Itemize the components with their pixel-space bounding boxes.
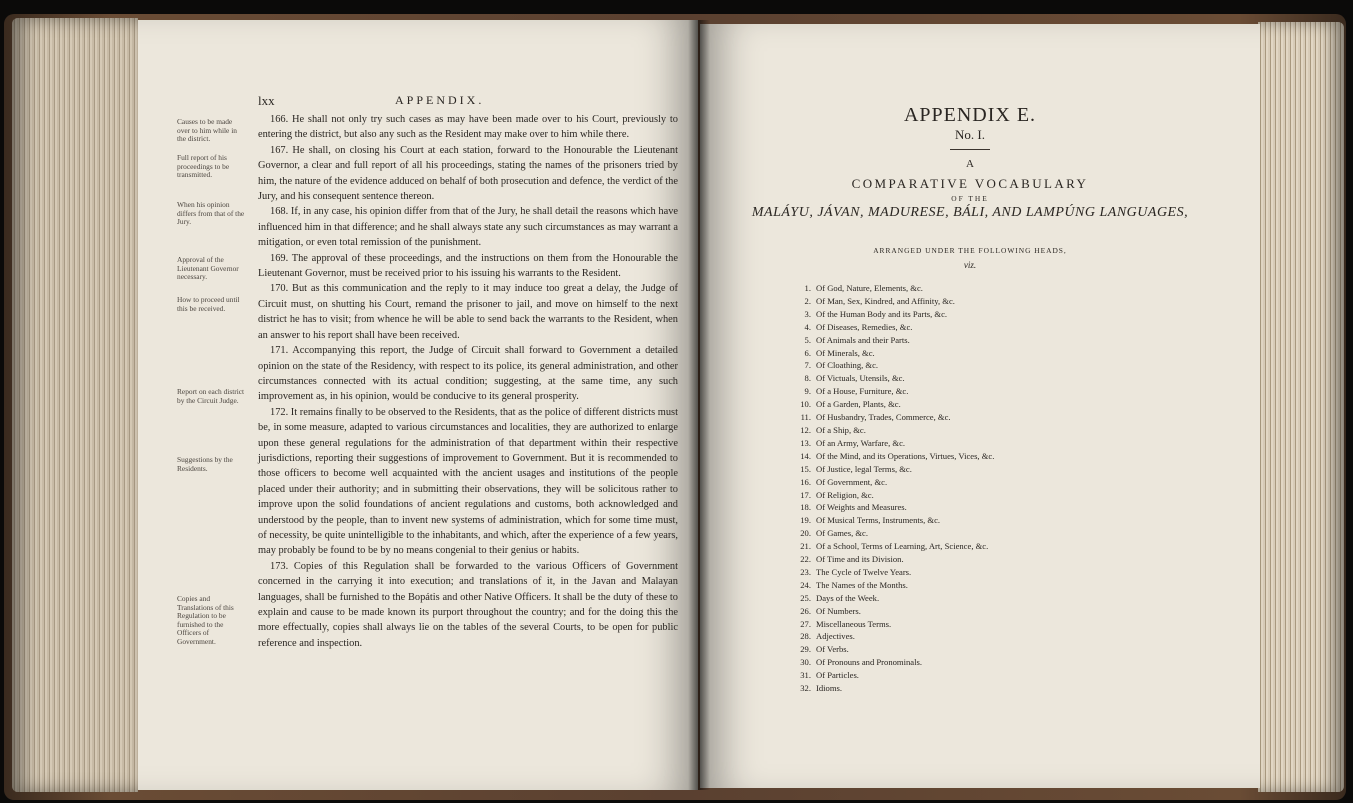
left-page-edges: [12, 18, 138, 792]
head-item: [786, 682, 1206, 695]
head-text: Of Particles.: [816, 670, 859, 681]
head-number: 18.: [800, 502, 811, 513]
head-number: 4.: [804, 321, 811, 332]
head-text: Of Justice, legal Terms, &c.: [816, 463, 912, 474]
head-item: [786, 514, 1206, 527]
head-text: Adjectives.: [816, 631, 855, 642]
head-text: Of Diseases, Remedies, &c.: [816, 321, 913, 332]
regulation-text: [258, 112, 678, 651]
running-head-title: APPENDIX.: [395, 93, 485, 107]
paragraph-172: 172. It remains finally to be observed to the Residents, that as the police of different districts must be, in some measure, adapted to various circumstances and localities, they are authorized to enlarge upon these general regulations for the administration of that department within their respective jurisdictions, reporting their suggestions of improvement to Government. But it is recommended to those officers to become well acquainted with the ancient usages and institutions of the people placed under their authority; and in submitting their observations, they will be solicitous rather to improve upon the solid foundations of ancient regulations and customs, both acknowledged and understood by the people, than to invent new systems of administration, which for some time must, of necessity, be quite unintelligible to the inhabitants, and which, after the experience of a few years, may probably be found to be by no means congenial to their genius or habits.: [258, 406, 678, 557]
head-text: Of Man, Sex, Kindred, and Affinity, &c.: [816, 295, 955, 306]
head-item: [786, 643, 1206, 656]
head-item: [786, 347, 1206, 360]
head-text: Of Weights and Measures.: [816, 502, 907, 513]
head-text: Of Time and its Division.: [816, 554, 904, 565]
paragraph-169: 169. The approval of these proceedings, and the instructions on them from the Honourable the Lieutenant Governor, must be received prior to his issuing his warrants to the Resident.: [258, 252, 678, 280]
head-number: 13.: [800, 437, 811, 448]
right-page-edges: [1258, 22, 1344, 792]
margin-note: Copies and Translations of this Regulation to be furnished to the Officers of Government.: [177, 594, 234, 646]
languages-heading: MALÁYU, JÁVAN, MADURESE, BÁLI, AND LAMPÚNG LANGUAGES,: [751, 205, 1189, 220]
head-number: 28.: [800, 631, 811, 642]
head-number: 30.: [800, 657, 811, 668]
head-item: [786, 308, 1206, 321]
paragraph-170: 170. But as this communication and the reply to it may induce too great a delay, the Judge of Circuit must, on shutting his Court, remand the prisoner to jail, and move on himself to the next district he has to visit; from whence he will be able to send back the warrants to the Resident, when an answer to his report shall have been received.: [258, 283, 678, 341]
head-item: [786, 398, 1206, 411]
head-item: [786, 540, 1206, 553]
head-text: Of a Garden, Plants, &c.: [816, 399, 901, 410]
paragraph-173: 173. Copies of this Regulation shall be forwarded to the various Officers of Government concerned in the carrying it into execution; and translations of it, in the Javan and Malayan languages, shall be furnished to the Bopátis and other Native Officers. It shall be the duty of these to explain and cause to be made known its purport throughout the country; and for the doing this the more effectually, copies shall always lie on the tables of the several Courts, to be open for public reference and inspection.: [258, 560, 678, 649]
head-number: 23.: [800, 566, 811, 577]
vocabulary-heading: COMPARATIVE VOCABULARY: [851, 176, 1089, 191]
head-text: Of a Ship, &c.: [816, 424, 866, 435]
head-number: 12.: [800, 424, 811, 435]
head-item: [786, 424, 1206, 437]
of-the-label: OF THE: [951, 194, 989, 203]
head-number: 10.: [800, 399, 811, 410]
head-item: [786, 566, 1206, 579]
head-number: 6.: [804, 347, 811, 358]
head-item: [786, 282, 1206, 295]
head-number: 5.: [804, 334, 811, 345]
head-text: Of an Army, Warfare, &c.: [816, 437, 906, 448]
head-number: 11.: [800, 412, 811, 423]
head-number: 32.: [800, 683, 811, 694]
head-item: [786, 592, 1206, 605]
head-text: Of God, Nature, Elements, &c.: [816, 283, 923, 293]
head-text: Idioms.: [816, 683, 843, 694]
head-text: Of Pronouns and Pronominals.: [816, 657, 922, 668]
head-number: 27.: [800, 618, 811, 629]
head-text: Of Verbs.: [816, 644, 849, 655]
head-item: [786, 579, 1206, 592]
head-text: Of Games, &c.: [816, 528, 869, 539]
head-item: [786, 489, 1206, 502]
paragraph-166: 166. He shall not only try such cases as may have been made over to his Court, previously to entering the district, but also any such as the Resident may make over to him while there.: [258, 114, 678, 141]
head-text: Of a House, Furniture, &c.: [816, 386, 909, 397]
head-number: 16.: [800, 476, 811, 487]
book-gutter: [688, 20, 710, 790]
head-number: 8.: [804, 373, 811, 384]
head-number: 17.: [800, 489, 811, 500]
arranged-label: ARRANGED UNDER THE FOLLOWING HEADS,: [873, 246, 1067, 255]
viz-label: viz.: [963, 260, 977, 270]
head-text: Of the Human Body and its Parts, &c.: [816, 308, 948, 319]
title-rule: [950, 149, 990, 150]
head-item: [786, 501, 1206, 514]
margin-note: Causes to be made over to him while in the district.: [177, 117, 237, 144]
head-item: [786, 295, 1206, 308]
head-text: Of Religion, &c.: [816, 489, 874, 500]
appendix-number: No. I.: [955, 127, 985, 142]
head-number: 20.: [800, 528, 811, 539]
head-text: Of Government, &c.: [816, 476, 888, 487]
head-text: Of Animals and their Parts.: [816, 334, 910, 345]
margin-note: How to proceed until this be received.: [177, 295, 240, 313]
heads-list: [786, 282, 1206, 695]
head-number: 9.: [804, 386, 811, 397]
margin-note: Suggestions by the Residents.: [177, 455, 233, 473]
head-number: 25.: [800, 592, 811, 603]
head-text: Days of the Week.: [816, 592, 880, 603]
head-text: The Cycle of Twelve Years.: [816, 566, 912, 577]
head-number: 15.: [800, 463, 811, 474]
head-item: [786, 618, 1206, 631]
head-number: 7.: [804, 360, 811, 371]
head-text: Of Husbandry, Trades, Commerce, &c.: [816, 412, 951, 423]
head-number: 2.: [804, 295, 811, 306]
head-text: Of Cloathing, &c.: [816, 360, 879, 371]
margin-note: Report on each district by the Circuit Judge.: [177, 387, 245, 405]
head-item: [786, 334, 1206, 347]
head-item: [786, 669, 1206, 682]
margin-note: When his opinion differs from that of the Jury.: [177, 200, 245, 227]
head-text: Of Minerals, &c.: [816, 347, 875, 358]
head-number: 3.: [804, 308, 811, 319]
head-item: [786, 437, 1206, 450]
appendix-title: APPENDIX E.: [903, 104, 1037, 126]
margin-note: Full report of his proceedings to be transmitted.: [177, 153, 230, 180]
article-a: A: [966, 158, 974, 170]
paragraph-167: 167. He shall, on closing his Court at each station, forward to the Honourable the Lieutenant Governor, a clear and full report of all his proceedings, stating the names of the prisoners tried by him, the nature of the evidence adduced on behalf of both prosecution and defence, the verdict of the Jury, and his consequent sentence thereon.: [258, 144, 678, 203]
head-number: 1.: [804, 283, 811, 293]
head-item: [786, 450, 1206, 463]
head-item: [786, 463, 1206, 476]
head-text: Of Victuals, Utensils, &c.: [816, 373, 905, 384]
head-item: [786, 527, 1206, 540]
head-item: [786, 359, 1206, 372]
head-number: 26.: [800, 605, 811, 616]
head-item: [786, 385, 1206, 398]
head-item: [786, 476, 1206, 489]
head-text: Of the Mind, and its Operations, Virtues, Vices, &c.: [816, 450, 995, 461]
head-text: The Names of the Months.: [816, 579, 908, 590]
head-text: Of Numbers.: [816, 605, 861, 616]
head-number: 14.: [800, 450, 811, 461]
head-number: 21.: [800, 541, 811, 552]
head-number: 19.: [800, 515, 811, 526]
head-item: [786, 630, 1206, 643]
head-number: 29.: [800, 644, 811, 655]
head-number: 24.: [800, 579, 811, 590]
head-text: Miscellaneous Terms.: [816, 618, 892, 629]
head-item: [786, 553, 1206, 566]
head-item: [786, 656, 1206, 669]
paragraph-171: 171. Accompanying this report, the Judge of Circuit shall forward to Government a detailed opinion on the state of the Residency, with respect to its police, its general administration, and other circumstances connected with its actual condition; suggesting, at the same time, any such improvement as, in his opinion, would be conducive to its general prosperity.: [258, 345, 678, 403]
head-number: 31.: [800, 670, 811, 681]
paragraph-168: 168. If, in any case, his opinion differ from that of the Jury, he shall detail the reasons which have influenced him in that difference; and he shall always state any such circumstances as may warrant a mitigation, or even total remission of the punishment.: [258, 206, 678, 249]
head-text: Of Musical Terms, Instruments, &c.: [816, 515, 941, 526]
head-item: [786, 321, 1206, 334]
head-item: [786, 372, 1206, 385]
head-item: [786, 411, 1206, 424]
margin-note: Approval of the Lieutenant Governor necessary.: [177, 255, 239, 282]
head-text: Of a School, Terms of Learning, Art, Science, &c.: [816, 541, 989, 552]
head-number: 22.: [800, 554, 811, 565]
page-number: lxx: [258, 93, 275, 108]
head-item: [786, 605, 1206, 618]
